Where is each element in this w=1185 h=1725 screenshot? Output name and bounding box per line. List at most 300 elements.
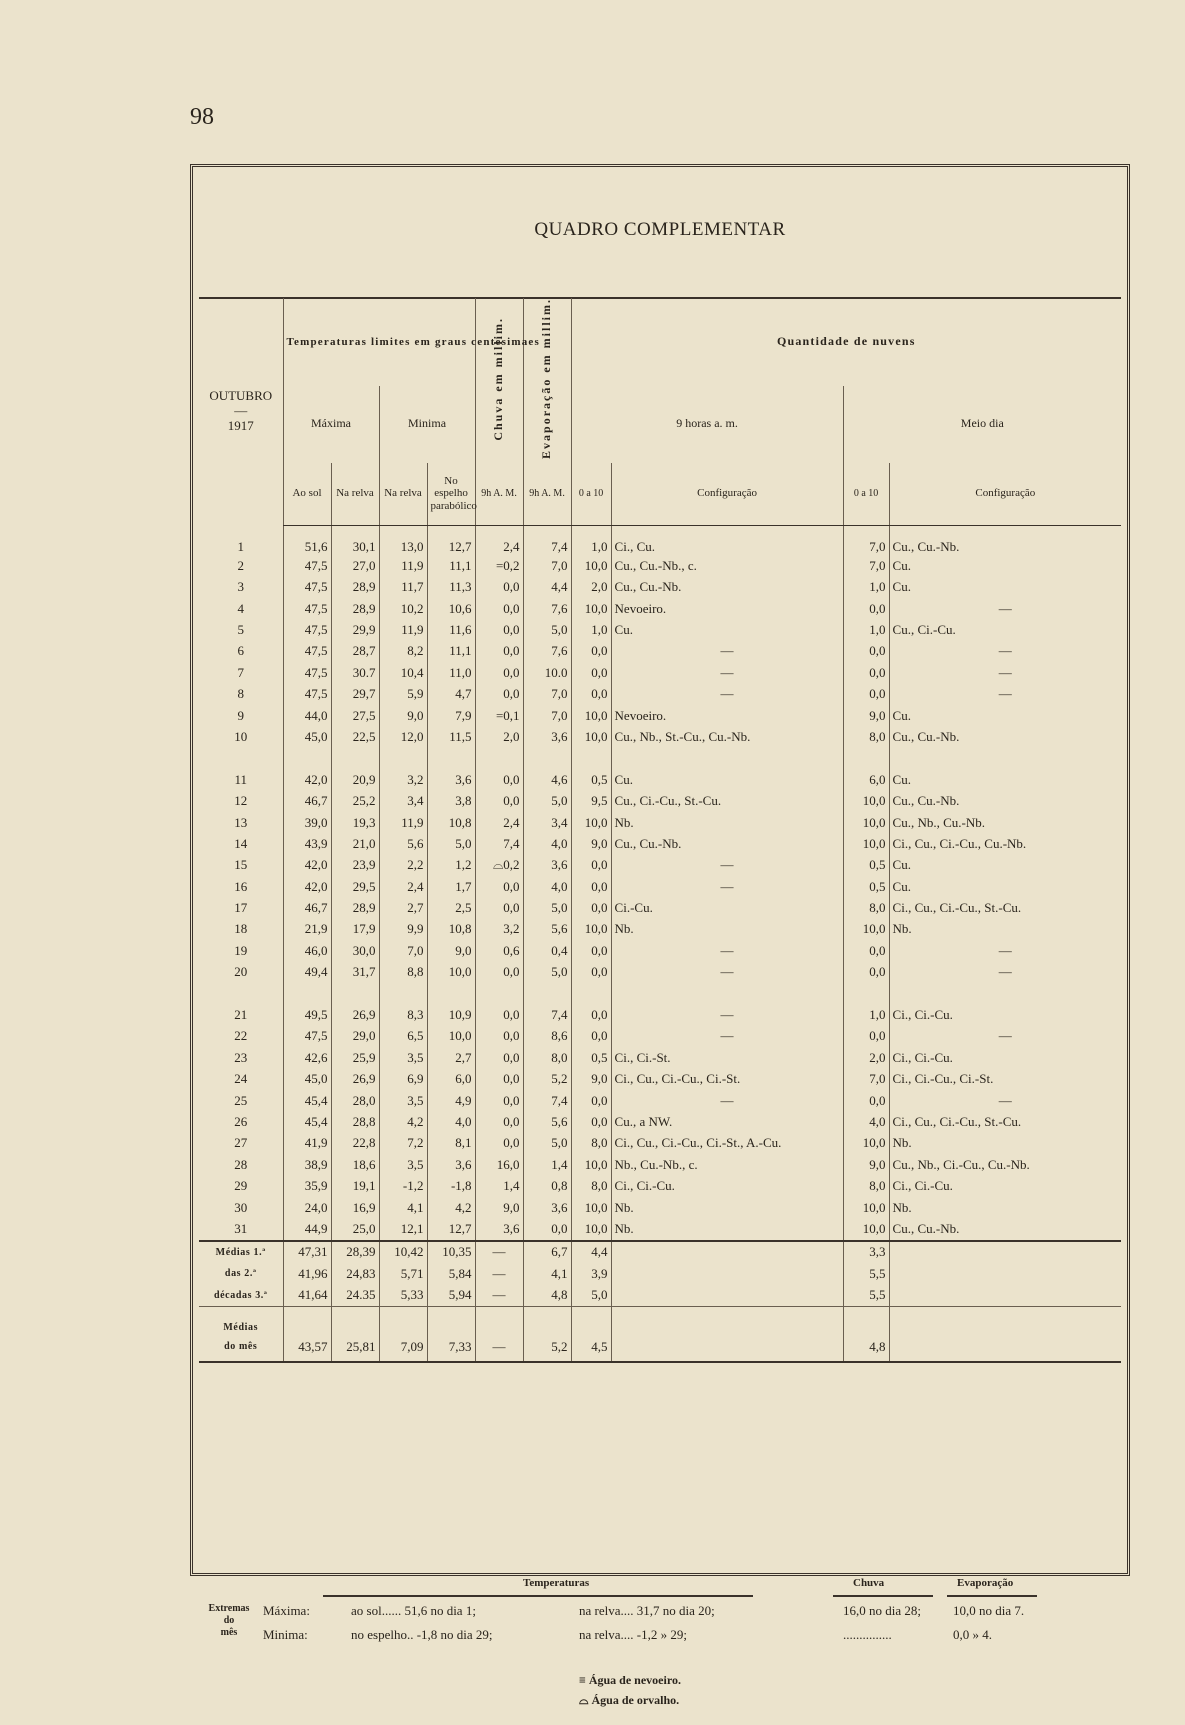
nuvens-9h-cell: 8,0 — [571, 1175, 611, 1196]
day-cell: 3 — [237, 579, 244, 595]
max-sol-cell: 47,5 — [283, 1026, 331, 1047]
config-md-cell: Cu., Nb., Ci.-Cu., Cu.-Nb. — [889, 1154, 1121, 1175]
config-md-cell: Cu., Cu.-Nb. — [889, 790, 1121, 811]
config-9h-cell: Ci.-Cu. — [611, 897, 843, 918]
max-sol-cell: 42,0 — [283, 855, 331, 876]
nuvens-9h-cell: 10,0 — [571, 1154, 611, 1175]
max-relva-cell: 22,5 — [331, 726, 379, 747]
nuvens-md-cell: 7,0 — [843, 1069, 889, 1090]
config-9h-cell: Nb., Cu.-Nb., c. — [611, 1154, 843, 1175]
avg-value: — — [475, 1284, 523, 1306]
avg-value: 24.35 — [331, 1284, 379, 1306]
min-relva-cell: 5,6 — [379, 833, 427, 854]
month-avg-label2: do mês — [224, 1341, 258, 1353]
min-relva-cell: 2,7 — [379, 897, 427, 918]
min-espelho-cell: 9,0 — [427, 940, 475, 961]
max-relva-cell: 26,9 — [331, 1069, 379, 1090]
legend-nevoeiro: ≡ Água de nevoeiro. — [579, 1673, 681, 1687]
min-espelho-cell: 2,5 — [427, 897, 475, 918]
config-md-cell: Nb. — [889, 1133, 1121, 1154]
min-espelho-cell: 12,7 — [427, 525, 475, 555]
decade-gap — [199, 748, 1121, 769]
max-relva-cell: 21,0 — [331, 833, 379, 854]
chuva-cell: =0,1 — [475, 705, 523, 726]
min-relva-cell: 3,5 — [379, 1090, 427, 1111]
table-row — [199, 641, 1121, 662]
temp-group-header: Temperaturas limites em graus centesimaes — [283, 298, 475, 386]
config-md-cell: Ci., Cu., Ci.-Cu., St.-Cu. — [889, 897, 1121, 918]
nuvens-md-cell: 0,0 — [843, 598, 889, 619]
max-sol-cell: 45,0 — [283, 1069, 331, 1090]
config-md-cell: Cu., Cu.-Nb. — [889, 1218, 1121, 1240]
config-9h-cell: Ci., Cu. — [611, 525, 843, 555]
config-9h-cell: Cu., Cu.-Nb. — [611, 577, 843, 598]
month-avg-value: 25,81 — [331, 1333, 379, 1362]
nuvens-9h-cell: 10,0 — [571, 1197, 611, 1218]
config-md-cell: Ci., Ci.-Cu. — [889, 1047, 1121, 1068]
evaporacao-cell: 7,4 — [523, 1004, 571, 1025]
config-9h-cell: — — [611, 1004, 843, 1025]
nuvens-md-cell: 8,0 — [843, 1175, 889, 1196]
nuvens-md-cell: 10,0 — [843, 833, 889, 854]
max-relva-cell: 23,9 — [331, 855, 379, 876]
nuvens-9h-cell: 10,0 — [571, 919, 611, 940]
max-sol-cell: 38,9 — [283, 1154, 331, 1175]
chuva-cell: 0,0 — [475, 598, 523, 619]
day-rows — [199, 525, 1121, 1241]
config-md-cell: Cu. — [889, 769, 1121, 790]
evaporacao-cell: 5,0 — [523, 790, 571, 811]
min-relva-cell: 10,4 — [379, 662, 427, 683]
min-relva-cell: 4,2 — [379, 1111, 427, 1132]
config-9h-cell: — — [611, 876, 843, 897]
chuva-cell: 2,0 — [475, 726, 523, 747]
table-row — [199, 897, 1121, 918]
table-row — [199, 876, 1121, 897]
config-9h-cell: Ci., Cu., Ci.-Cu., Ci.-St., A.-Cu. — [611, 1133, 843, 1154]
min-espelho-cell: 11,1 — [427, 641, 475, 662]
min-espelho-cell: 4,0 — [427, 1111, 475, 1132]
config-9h-cell: Cu., Cu.-Nb. — [611, 833, 843, 854]
evaporacao-cell: 1,4 — [523, 1154, 571, 1175]
chuva-cell: =0,2 — [475, 555, 523, 576]
min-relva-cell: 8,2 — [379, 641, 427, 662]
config-9h-cell: Nevoeiro. — [611, 598, 843, 619]
nuvens-header: Quantidade de nuvens — [571, 298, 1121, 386]
nuvens-md-cell: 0,0 — [843, 1026, 889, 1047]
config-9h-cell: Ci., Cu., Ci.-Cu., Ci.-St. — [611, 1069, 843, 1090]
min-relva-cell: 6,9 — [379, 1069, 427, 1090]
chuva-cell: 0,0 — [475, 769, 523, 790]
config-9h-cell: Cu., Cu.-Nb., c. — [611, 555, 843, 576]
config-9h-cell: Cu., Ci.-Cu., St.-Cu. — [611, 790, 843, 811]
config-9h-cell: — — [611, 1026, 843, 1047]
evaporacao-cell: 3,6 — [523, 1197, 571, 1218]
day-cell: 7 — [237, 664, 244, 680]
config-md-cell: Ci., Cu., Ci.-Cu., Cu.-Nb. — [889, 833, 1121, 854]
config-9h-cell: — — [611, 940, 843, 961]
min-relva-cell: 10,2 — [379, 598, 427, 619]
max-sol-cell: 42,0 — [283, 769, 331, 790]
extremes-max-sol: ao sol...... 51,6 no dia 1; — [351, 1603, 476, 1618]
max-sol-cell: 43,9 — [283, 833, 331, 854]
nuvens-md-cell: 0,0 — [843, 641, 889, 662]
config-md-cell: Nb. — [889, 1197, 1121, 1218]
day-cell: 23 — [234, 1049, 248, 1065]
day-cell: 12 — [234, 793, 248, 809]
avg-value: 3,3 — [843, 1241, 889, 1263]
chuva-cell: 0,0 — [475, 683, 523, 704]
min-espelho-cell: 3,8 — [427, 790, 475, 811]
extremes-label: Extremas do mês — [208, 1603, 250, 1638]
min-relva-cell: 7,2 — [379, 1133, 427, 1154]
nuvens-9h-cell: 1,0 — [571, 619, 611, 640]
evaporacao-cell: 8,0 — [523, 1047, 571, 1068]
min-relva-cell: 6,5 — [379, 1026, 427, 1047]
max-relva-cell: 28,0 — [331, 1090, 379, 1111]
table-frame — [190, 164, 1130, 1707]
max-relva-cell: 29,7 — [331, 683, 379, 704]
day-cell: 29 — [234, 1178, 248, 1194]
month-avg-label1: Médias — [223, 1321, 259, 1333]
nuvens-md-cell: 8,0 — [843, 726, 889, 747]
nuvens-md-cell: 8,0 — [843, 897, 889, 918]
min-relva-cell: 11,7 — [379, 577, 427, 598]
extremes-min-label: Minima: — [263, 1627, 308, 1642]
nuvens-9h-cell: 10,0 — [571, 555, 611, 576]
day-cell: 13 — [234, 814, 248, 830]
page-title: QUADRO COMPLEMENTAR — [534, 219, 786, 240]
nuvens-md-cell: 4,0 — [843, 1111, 889, 1132]
day-cell: 11 — [234, 771, 248, 787]
na-relva-min-header: Na relva — [379, 463, 427, 526]
config-9h-header: Configuração — [611, 463, 843, 526]
table-row — [199, 790, 1121, 811]
table-row — [199, 683, 1121, 704]
avg-empty — [611, 1263, 843, 1284]
min-relva-cell: 3,5 — [379, 1154, 427, 1175]
table-row — [199, 1133, 1121, 1154]
extremes-min-evap: 0,0 » 4. — [953, 1627, 992, 1642]
config-9h-cell: Cu. — [611, 769, 843, 790]
evaporacao-cell: 0,0 — [523, 1218, 571, 1240]
nuvens-md-cell: 9,0 — [843, 1154, 889, 1175]
config-md-cell: Cu. — [889, 705, 1121, 726]
table-row — [199, 1197, 1121, 1218]
page-number: 98 — [190, 104, 214, 130]
config-9h-cell: Nb. — [611, 1218, 843, 1240]
max-relva-cell: 30.7 — [331, 662, 379, 683]
min-relva-cell: 9,9 — [379, 919, 427, 940]
min-espelho-cell: 4,2 — [427, 1197, 475, 1218]
evaporacao-cell: 4,4 — [523, 577, 571, 598]
nuvens-9h-cell: 0,0 — [571, 1090, 611, 1111]
config-md-cell: — — [889, 1090, 1121, 1111]
avg-value: 5,94 — [427, 1284, 475, 1306]
min-espelho-cell: 10,8 — [427, 812, 475, 833]
day-cell: 21 — [234, 1007, 248, 1023]
max-sol-cell: 44,0 — [283, 705, 331, 726]
max-relva-cell: 25,0 — [331, 1218, 379, 1240]
nuvens-md-cell: 0,5 — [843, 855, 889, 876]
month-avg-value: 4,5 — [571, 1333, 611, 1362]
espelho-header: No espelho parabólico — [427, 463, 475, 526]
avg-value: 4,1 — [523, 1263, 571, 1284]
nuvens-md-cell: 9,0 — [843, 705, 889, 726]
nuvens-md-cell: 0,5 — [843, 876, 889, 897]
nuvens-md-cell: 1,0 — [843, 619, 889, 640]
max-relva-cell: 29,9 — [331, 619, 379, 640]
chuva-cell: 0,0 — [475, 619, 523, 640]
avg-value: 5,5 — [843, 1284, 889, 1306]
config-md-cell: — — [889, 683, 1121, 704]
table-row — [199, 619, 1121, 640]
avg-value: 4,4 — [571, 1241, 611, 1263]
table-row — [199, 812, 1121, 833]
avg-empty — [889, 1241, 1121, 1263]
max-relva-cell: 28,9 — [331, 897, 379, 918]
day-cell: 18 — [234, 921, 248, 937]
min-relva-cell: 12,0 — [379, 726, 427, 747]
nuvens-9h-cell: 0,0 — [571, 876, 611, 897]
evaporacao-cell: 7,0 — [523, 555, 571, 576]
table-row — [199, 705, 1121, 726]
extremes-max-label: Máxima: — [263, 1603, 310, 1618]
avg-value: 41,64 — [283, 1284, 331, 1306]
max-relva-cell: 27,0 — [331, 555, 379, 576]
table-row — [199, 1090, 1121, 1111]
chuva-cell: 0,0 — [475, 962, 523, 983]
min-relva-cell: 2,4 — [379, 876, 427, 897]
month-avg-value: 7,33 — [427, 1333, 475, 1362]
extremes-max-relva: na relva.... 31,7 no dia 20; — [579, 1603, 715, 1618]
nuvens-md-cell: 10,0 — [843, 919, 889, 940]
config-md-cell: — — [889, 962, 1121, 983]
min-relva-cell: 11,9 — [379, 812, 427, 833]
min-espelho-cell: 10,9 — [427, 1004, 475, 1025]
max-sol-cell: 41,9 — [283, 1133, 331, 1154]
day-cell: 2 — [237, 557, 244, 573]
max-sol-cell: 51,6 — [283, 525, 331, 555]
nuvens-md-cell: 10,0 — [843, 812, 889, 833]
day-cell: 25 — [234, 1092, 248, 1108]
max-sol-cell: 47,5 — [283, 555, 331, 576]
max-relva-cell: 20,9 — [331, 769, 379, 790]
day-cell: 24 — [234, 1071, 248, 1087]
chuva-cell: 0,0 — [475, 1026, 523, 1047]
nuvens-md-cell: 0,0 — [843, 662, 889, 683]
avg-value: 6,7 — [523, 1241, 571, 1263]
min-relva-cell: 13,0 — [379, 525, 427, 555]
na-relva-max-header: Na relva — [331, 463, 379, 526]
day-cell: 17 — [234, 900, 248, 916]
chuva-cell: 1,4 — [475, 1175, 523, 1196]
max-relva-cell: 25,2 — [331, 790, 379, 811]
config-md-cell: — — [889, 1026, 1121, 1047]
extremes-rule — [833, 1595, 933, 1597]
day-cell: 1 — [237, 539, 244, 555]
chuva-cell: 0,0 — [475, 876, 523, 897]
day-cell: 22 — [234, 1028, 248, 1044]
table-row — [199, 919, 1121, 940]
chuva-header: Chuva em millim. — [475, 298, 523, 463]
day-cell: 10 — [234, 728, 248, 744]
extremes-min-chuva: ............... — [843, 1627, 892, 1642]
chuva-cell: 0,0 — [475, 1069, 523, 1090]
month-avg-value: 7,09 — [379, 1333, 427, 1362]
avg-label-decadas: décadas 3.ª — [199, 1284, 283, 1306]
min-espelho-cell: 10,0 — [427, 962, 475, 983]
max-relva-cell: 29,5 — [331, 876, 379, 897]
config-md-cell: Ci., Ci.-Cu. — [889, 1004, 1121, 1025]
max-sol-cell: 49,4 — [283, 962, 331, 983]
evaporacao-cell: 0,4 — [523, 940, 571, 961]
year-label: 1917 — [227, 418, 254, 434]
avg-value: 10,42 — [379, 1241, 427, 1263]
chuva-cell: 3,6 — [475, 1218, 523, 1240]
table-row — [199, 1154, 1121, 1175]
avg-value: 41,96 — [283, 1263, 331, 1284]
day-cell: 14 — [234, 835, 248, 851]
day-cell: 28 — [234, 1156, 248, 1172]
chuva-cell: 0,0 — [475, 1004, 523, 1025]
config-9h-cell: Nb. — [611, 919, 843, 940]
min-espelho-cell: 3,6 — [427, 1154, 475, 1175]
min-espelho-cell: 11,5 — [427, 726, 475, 747]
max-relva-cell: 22,8 — [331, 1133, 379, 1154]
min-espelho-cell: 11,0 — [427, 662, 475, 683]
extremes-temp-header: Temperaturas — [523, 1577, 590, 1589]
nuvens-9h-cell: 0,0 — [571, 1026, 611, 1047]
month-avg-value: 4,8 — [843, 1333, 889, 1362]
evap-9am-header: 9h A. M. — [523, 463, 571, 526]
min-espelho-cell: 5,0 — [427, 833, 475, 854]
nuvens-9h-cell: 1,0 — [571, 525, 611, 555]
config-9h-cell: Cu., a NW. — [611, 1111, 843, 1132]
config-md-cell: Cu., Ci.-Cu. — [889, 619, 1121, 640]
max-relva-cell: 25,9 — [331, 1047, 379, 1068]
config-md-cell: Cu. — [889, 876, 1121, 897]
table-row — [199, 1004, 1121, 1025]
chuva-cell: 0,0 — [475, 790, 523, 811]
evaporacao-cell: 5,2 — [523, 1069, 571, 1090]
day-cell: 16 — [234, 878, 248, 894]
config-9h-cell: Cu. — [611, 619, 843, 640]
evaporacao-cell: 8,6 — [523, 1026, 571, 1047]
nuvens-9h-cell: 10,0 — [571, 726, 611, 747]
nuvens-md-cell: 2,0 — [843, 1047, 889, 1068]
min-relva-cell: 4,1 — [379, 1197, 427, 1218]
table-row — [199, 1026, 1121, 1047]
max-sol-cell: 21,9 — [283, 919, 331, 940]
day-cell: 6 — [237, 643, 244, 659]
table-row — [199, 577, 1121, 598]
config-9h-cell: — — [611, 1090, 843, 1111]
min-relva-cell: 8,3 — [379, 1004, 427, 1025]
evaporacao-cell: 5,6 — [523, 919, 571, 940]
min-espelho-cell: 8,1 — [427, 1133, 475, 1154]
max-relva-cell: 18,6 — [331, 1154, 379, 1175]
table-row — [199, 525, 1121, 555]
max-sol-cell: 49,5 — [283, 1004, 331, 1025]
day-cell: 8 — [237, 686, 244, 702]
table-row — [199, 1218, 1121, 1240]
avg-empty — [611, 1284, 843, 1306]
nuvens-9h-cell: 9,0 — [571, 1069, 611, 1090]
avg-value: 47,31 — [283, 1241, 331, 1263]
min-espelho-cell: -1,8 — [427, 1175, 475, 1196]
nuvens-9h-scale-header: 0 a 10 — [571, 463, 611, 526]
month-header — [199, 298, 283, 525]
meio-dia-header: Meio dia — [843, 386, 1121, 463]
max-relva-cell: 27,5 — [331, 705, 379, 726]
decade-gap — [199, 983, 1121, 1004]
extremes-max-evap: 10,0 no dia 7. — [953, 1603, 1025, 1618]
evaporacao-cell: 5,0 — [523, 897, 571, 918]
max-relva-cell: 30,1 — [331, 525, 379, 555]
table-row — [199, 662, 1121, 683]
table-row — [199, 940, 1121, 961]
config-md-cell: Ci., Ci.-Cu., Ci.-St. — [889, 1069, 1121, 1090]
nuvens-md-cell: 0,0 — [843, 962, 889, 983]
min-espelho-cell: 1,2 — [427, 855, 475, 876]
evaporacao-cell: 5,0 — [523, 962, 571, 983]
day-cell: 19 — [234, 942, 248, 958]
table-row — [199, 962, 1121, 983]
extremes-min-espelho: no espelho.. -1,8 no dia 29; — [351, 1627, 493, 1642]
month-avg-value: — — [475, 1333, 523, 1362]
max-relva-cell: 30,0 — [331, 940, 379, 961]
min-espelho-cell: 6,0 — [427, 1069, 475, 1090]
avg-value: 4,8 — [523, 1284, 571, 1306]
min-relva-cell: 7,0 — [379, 940, 427, 961]
min-espelho-cell: 10,8 — [427, 919, 475, 940]
evaporacao-cell: 5,6 — [523, 1111, 571, 1132]
avg-value: 5,71 — [379, 1263, 427, 1284]
day-cell: 20 — [234, 964, 248, 980]
chuva-cell: 9,0 — [475, 1197, 523, 1218]
table-row — [199, 1047, 1121, 1068]
weather-table — [199, 298, 1121, 1363]
evaporacao-cell: 7,6 — [523, 641, 571, 662]
avg-value: 5,33 — [379, 1284, 427, 1306]
evaporacao-cell: 3,6 — [523, 855, 571, 876]
max-sol-cell: 46,0 — [283, 940, 331, 961]
header-block — [199, 298, 1121, 525]
max-relva-cell: 28,9 — [331, 598, 379, 619]
chuva-cell: 0,0 — [475, 1047, 523, 1068]
nuvens-9h-cell: 0,0 — [571, 641, 611, 662]
extremes-max-chuva: 16,0 no dia 28; — [843, 1603, 921, 1618]
config-9h-cell: Cu., Nb., St.-Cu., Cu.-Nb. — [611, 726, 843, 747]
nuvens-md-cell: 0,0 — [843, 683, 889, 704]
nuvens-9h-cell: 9,5 — [571, 790, 611, 811]
avg-value: 10,35 — [427, 1241, 475, 1263]
nuvens-9h-cell: 0,0 — [571, 662, 611, 683]
config-9h-cell: Ci., Ci.-St. — [611, 1047, 843, 1068]
max-relva-cell: 19,3 — [331, 812, 379, 833]
min-relva-cell: 8,8 — [379, 962, 427, 983]
evaporacao-cell: 10.0 — [523, 662, 571, 683]
chuva-cell: 0,0 — [475, 1133, 523, 1154]
nuvens-md-cell: 6,0 — [843, 769, 889, 790]
nuvens-9h-cell: 0,0 — [571, 940, 611, 961]
nuvens-9h-cell: 0,0 — [571, 855, 611, 876]
avg-empty — [611, 1241, 843, 1263]
evaporacao-cell: 7,4 — [523, 1090, 571, 1111]
config-9h-cell: Nevoeiro. — [611, 705, 843, 726]
minima-header: Minima — [379, 386, 475, 463]
